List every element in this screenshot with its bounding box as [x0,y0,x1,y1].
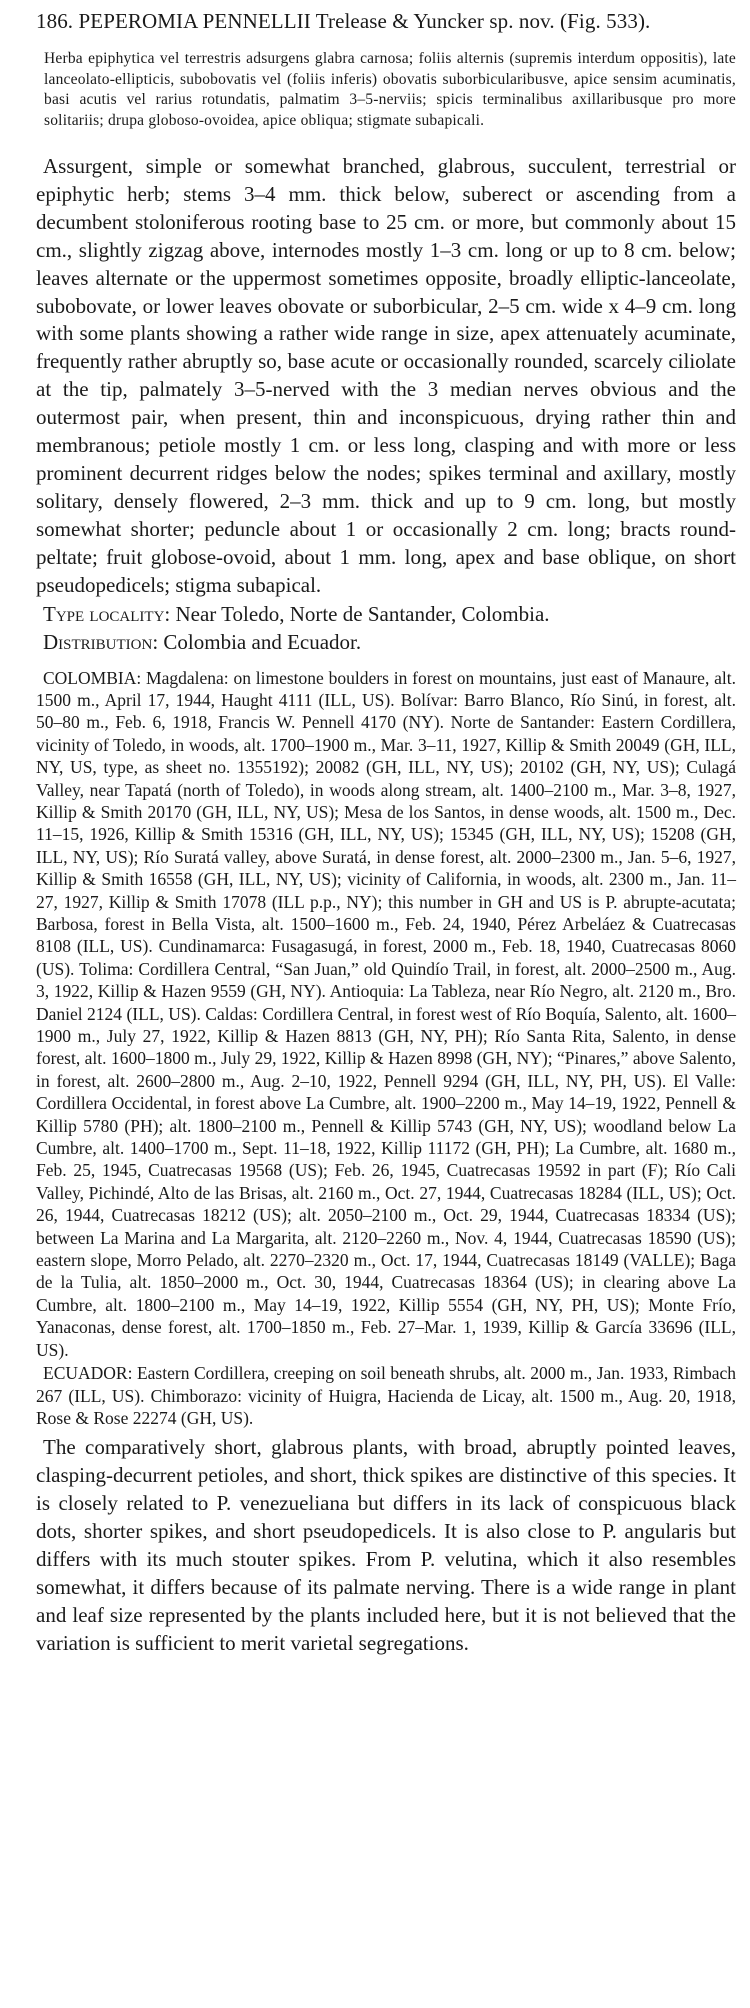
specimens-ecuador: ECUADOR: Eastern Cordillera, creeping on soil beneath shrubs, alt. 2000 m., Jan. 1933, Rimbach 267 (ILL, US). Chimborazo: vicinity of Huigra, Hacienda de Licay, alt. 1500 m., Aug. 20, 1918, Rose & Rose 22274 (GH, US). [36,1363,736,1428]
distribution-value: Colombia and Ecuador. [163,629,362,654]
type-locality-value: Near Toledo, Norte de Santander, Colombia. [175,601,550,626]
distribution-label: Distribution: [43,629,159,654]
distribution [36,628,736,656]
species-heading: 186. PEPEROMIA PENNELLII Trelease & Yuncker sp. nov. (Fig. 533). [36,9,651,33]
species-description: Assurgent, simple or somewhat branched, glabrous, succulent, terrestrial or epiphytic herb; stems 3–4 mm. thick below, suberect or ascending from a decumbent stoloniferous rooting base to 25 cm. or more, but commonly about 15 cm., slightly zigzag above, internodes mostly 1–3 cm. long or up to 8 cm. below; leaves alternate or the uppermost sometimes opposite, broadly elliptic-lanceolate, subobovate, or lower leaves obovate or suborbicular, 2–5 cm. wide x 4–9 cm. long with some plants showing a rather wide range in size, apex attenuately acuminate, frequently rather abruptly so, base acute or occasionally rounded, scarcely ciliolate at the tip, palmately 3–5-nerved with the 3 median nerves obvious and the outermost pair, when present, thin and inconspicuous, drying rather thin and membranous; petiole mostly 1 cm. or less long, clasping and with more or less prominent decurrent ridges below the nodes; spikes terminal and axillary, mostly solitary, densely flowered, 2–3 mm. thick and up to 9 cm. long, but mostly somewhat shorter; peduncle about 1 or occasionally 2 cm. long; bracts round-peltate; fruit globose-ovoid, about 1 mm. long, apex and base oblique, on short pseudopedicels; stigma subapical. [36,154,736,597]
species-discussion: The comparatively short, glabrous plants, with broad, abruptly pointed leaves, clasping-decurrent petioles, and short, thick spikes are distinctive of this species. It is closely related to P. venezueliana but differs in its lack of conspicuous black dots, shorter spikes, and short pseudopedicels. It is also close to P. angularis but differs with its much stouter spikes. From P. velutina, which it also resembles somewhat, it differs because of its palmate nerving. There is a wide range in plant and leaf size represented by the plants included here, but it is not believed that the variation is sufficient to merit varietal segregations. [36,1435,736,1656]
type-locality [36,600,736,628]
latin-diagnosis: Herba epiphytica vel terrestris adsurgens glabra carnosa; foliis alternis (supremis interdum oppositis), late lanceolato-ellipticis, subobovatis vel (foliis inferis) obovatis suborbicularibusve, apice sensim acuminatis, basi acutis vel rarius rotundatis, palmatim 3–5-nerviis; spicis terminalibus axillaribusque pro more solitariis; drupa globoso-ovoidea, apice obliqua; stigmate subapicali. [44,50,736,129]
specimens-colombia: COLOMBIA: Magdalena: on limestone boulders in forest on mountains, just east of Manaure, alt. 1500 m., April 17, 1944, Haught 4111 (ILL, US). Bolívar: Barro Blanco, Río Sinú, in forest, alt. 50–80 m., Feb. 6, 1918, Francis W. Pennell 4170 (NY). Norte de Santander: Eastern Cordillera, vicinity of Toledo, in woods, alt. 1700–1900 m., Mar. 3–11, 1927, Killip & Smith 20049 (GH, ILL, NY, US, type, as sheet no. 1355192); 20082 (GH, ILL, NY, US); 20102 (GH, NY, US); Culagá Valley, near Tapatá (north of Toledo), in woods along stream, alt. 1400–2100 m., Mar. 3–8, 1927, Killip & Smith 20170 (GH, ILL, NY, US); Mesa de los Santos, in dense woods, alt. 1500 m., Dec. 11–15, 1926, Killip & Smith 15316 (GH, ILL, NY, US); 15345 (GH, ILL, NY, US); 15208 (GH, ILL, NY, US); Río Suratá valley, above Suratá, in dense forest, alt. 2000–2300 m., Jan. 5–6, 1927, Killip & Smith 16558 (GH, ILL, NY, US); vicinity of California, in woods, alt. 2300 m., Jan. 11–27, 1927, Killip & Smith 17078 (ILL p.p., NY); this number in GH and US is P. abrupte-acutata; Barbosa, forest in Bella Vista, alt. 1500–1600 m., Feb. 24, 1940, Pérez Arbeláez & Cuatrecasas 8108 (ILL, US). Cundinamarca: Fusagasugá, in forest, 2000 m., Feb. 18, 1940, Cuatrecasas 8060 (US). Tolima: Cordillera Central, “San Juan,” old Quindío Trail, in forest, alt. 2000–2500 m., Aug. 3, 1922, Killip & Hazen 9559 (GH, NY). Antioquia: La Tableza, near Río Negro, alt. 2120 m., Bro. Daniel 2124 (ILL, US). Caldas: Cordillera Central, in forest west of Río Boquía, Salento, alt. 1600–1900 m., July 27, 1922, Killip & Hazen 8813 (GH, NY, PH); Río Santa Rita, Salento, in dense forest, alt. 1600–1800 m., July 29, 1922, Killip & Hazen 8998 (GH, NY); “Pinares,” above Salento, in forest, alt. 2600–2800 m., Aug. 2–10, 1922, Pennell 9294 (GH, ILL, NY, PH, US). El Valle: Cordillera Occidental, in forest above La Cumbre, alt. 1900–2200 m., May 14–19, 1922, Pennell & Killip 5780 (PH); alt. 1800–2100 m., Pennell & Killip 5743 (GH, NY, US); woodland below La Cumbre, alt. 1400–1700 m., Sept. 11–18, 1922, Killip 11172 (GH, PH); La Cumbre, alt. 1680 m., Feb. 25, 1945, Cuatrecasas 19568 (US); Feb. 26, 1945, Cuatrecasas 19592 in part (F); Río Cali Valley, Pichindé, Alto de las Brisas, alt. 2160 m., Oct. 27, 1944, Cuatrecasas 18284 (ILL, US); Oct. 26, 1944, Cuatrecasas 18212 (US); alt. 2050–2100 m., Oct. 29, 1944, Cuatrecasas 18334 (US); between La Marina and La Margarita, alt. 2120–2260 m., Nov. 4, 1944, Cuatrecasas 18590 (US); eastern slope, Morro Pelado, alt. 2270–2320 m., Oct. 17, 1944, Cuatrecasas 18149 (VALLE); Baga de la Tulia, alt. 1850–2000 m., Oct. 30, 1944, Cuatrecasas 18364 (US); in clearing above La Cumbre, alt. 1800–2100 m., May 14–19, 1922, Killip 5554 (GH, NY, PH, US); Monte Frío, Yanaconas, dense forest, alt. 1700–1850 m., Feb. 27–Mar. 1, 1939, Killip & García 33696 (ILL, US). [36,667,736,1360]
type-locality-label: Type locality: [43,601,171,626]
